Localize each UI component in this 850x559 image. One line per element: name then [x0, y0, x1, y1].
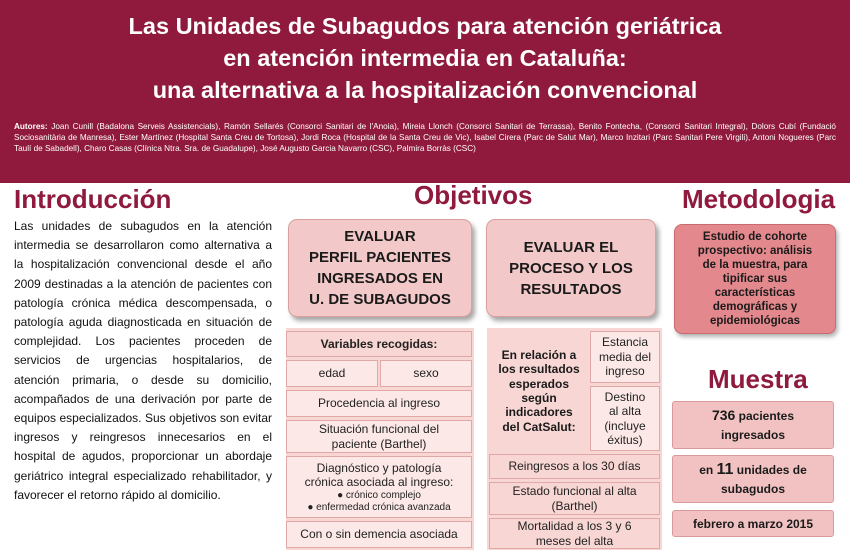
box-line: PROCESO Y LOS [509, 259, 633, 277]
cell-line: crónica asociada al ingreso: [304, 475, 454, 489]
indicadores-label [489, 331, 589, 451]
box-line: demográficas y [712, 301, 798, 313]
cell-line: ingresados [720, 427, 786, 442]
intro-heading: Introducción [14, 184, 172, 214]
cell-line: del CatSalut: [502, 419, 576, 434]
unidades-label: unidades de [733, 462, 807, 477]
var-sexo: sexo [380, 360, 472, 387]
cell-line: ingreso [605, 364, 645, 379]
unidades-prefix: en [699, 462, 717, 477]
box-line: INGRESADOS EN [317, 270, 443, 287]
cell-line: Mortalidad a los 3 y 6 [517, 519, 632, 533]
box-line: EVALUAR EL [523, 238, 619, 256]
box-line: RESULTADOS [520, 280, 622, 298]
cell-line: Destino [604, 389, 646, 404]
cell-line: paciente (Barthel) [331, 436, 427, 451]
authors-label: Autores: [14, 122, 48, 131]
box-line: U. DE SUBAGUDOS [309, 291, 451, 308]
ind-mortalidad [489, 518, 660, 549]
box-line: PERFIL PACIENTES [309, 249, 451, 266]
cell-line: indicadores [505, 405, 573, 420]
cell-line: media del [598, 349, 652, 364]
box-line: tipificar sus [722, 273, 788, 285]
title-line: en atención intermedia en Cataluña: [223, 45, 627, 71]
var-diagnostico [286, 456, 472, 518]
ind-destino [590, 386, 660, 451]
muestra-unidades [672, 455, 834, 503]
cell-line: los resultados [498, 362, 580, 377]
cell-line: subagudos [720, 481, 785, 496]
box-line: EVALUAR [344, 228, 416, 245]
cell-line: al alta [608, 404, 642, 418]
pacientes-label: pacientes [735, 408, 795, 423]
cell-line: Diagnóstico y patología [316, 460, 442, 475]
pacientes-count: 736 [711, 406, 736, 423]
ind-reingresos: Reingresos a los 30 días [489, 454, 660, 479]
cell-line: éxitus) [607, 433, 643, 447]
cell-line: esperados [508, 376, 570, 391]
box-line: epidemiológicas [709, 315, 801, 327]
muestra-fecha: febrero a marzo 2015 [672, 510, 834, 537]
poster-title [0, 10, 850, 106]
cell-line: Estado funcional al alta [512, 484, 637, 498]
box-line: características [714, 287, 796, 299]
cell-line: Situación funcional del [318, 422, 440, 436]
muestra-heading: Muestra [708, 364, 808, 394]
objetivo-perfil-box [288, 219, 472, 317]
var-edad: edad [286, 360, 378, 387]
cell-line: ● crónico complejo [337, 489, 421, 501]
cell-line: (incluye [604, 418, 646, 433]
authors-text: Joan Cunill (Badalona Serveis Assistencials), Ramón Sellarés (Consorci Sanitari de l'Anoia), Mireia Llonch (Consorci Sanitari de Terrassa), Benito Fontecha, (Consorci Sanitari Integral), Dolors Cubí (Fundació Sociosanitària de Manresa), Ester Martínez (Hospital Santa Creu de Tortosa), Jordi Roca (Hospital de la Santa Creu de Vic), Isabel Cirera (Parc de Salut Mar), Marco Inzitari (Parc Sanitari Pere Virgili), Antoni Nogueres (Parc Taulí de Sabadell), Charo Casas (Clínica Ntra. Sra. de Guadalupe), José Augusto Garcia Navarro (CSC), Palmira Borràs (CSC) [14, 122, 836, 154]
cell-line: meses del alta [535, 533, 614, 548]
authors [14, 121, 836, 155]
cell-line: Estancia [601, 335, 649, 350]
var-procedencia: Procedencia al ingreso [286, 390, 472, 417]
variables-title: Variables recogidas: [286, 331, 472, 357]
box-line: prospectivo: análisis [697, 245, 813, 257]
var-funcional [286, 420, 472, 453]
ind-estancia [590, 331, 660, 383]
metodologia-box [674, 224, 836, 334]
var-demencia: Con o sin demencia asociada [286, 521, 472, 548]
cell-line: según [521, 391, 557, 405]
box-line: de la muestra, para [702, 259, 808, 271]
unidades-count: 11 [716, 460, 734, 478]
objetivo-proceso-box [486, 219, 656, 317]
title-line: una alternativa a la hospitalización convencional [152, 77, 698, 103]
cell-line: (Barthel) [551, 498, 598, 513]
metodologia-heading: Metodologia [682, 184, 836, 214]
objetivos-heading: Objetivos [414, 180, 533, 210]
poster-header [0, 0, 850, 183]
intro-text: Las unidades de subagudos en la atención intermedia se desarrollaron como alternativa a la hospitalización convencional desde el año 2009 destinadas a la atención de pacientes con patología crónica médica descompensada, o patología aguda diagnosticada en situación de complejidad. Los pacientes proceden de servicios de urgencias hospitalarios, de atención primaria, o desde su domicilio, acompañados de una derivación por parte de equipos especializados. Sus objetivos son evitar ingresos y reingresos innecesarios en el hospital de agudos, proporcionar un abordaje geriátrico integral especializado rehabilitador, y favorecer el retorno rápido al domicilio. [14, 219, 272, 502]
muestra-pacientes [672, 401, 834, 449]
cell-line [699, 460, 807, 480]
cell-line: En relación a [501, 347, 577, 362]
ind-estado-funcional [489, 482, 660, 515]
title-line: Las Unidades de Subagudos para atención geriátrica [128, 13, 722, 39]
cell-line: ● enfermedad crónica avanzada [307, 501, 451, 513]
cell-line [712, 406, 794, 426]
box-line: Estudio de cohorte [702, 231, 808, 243]
